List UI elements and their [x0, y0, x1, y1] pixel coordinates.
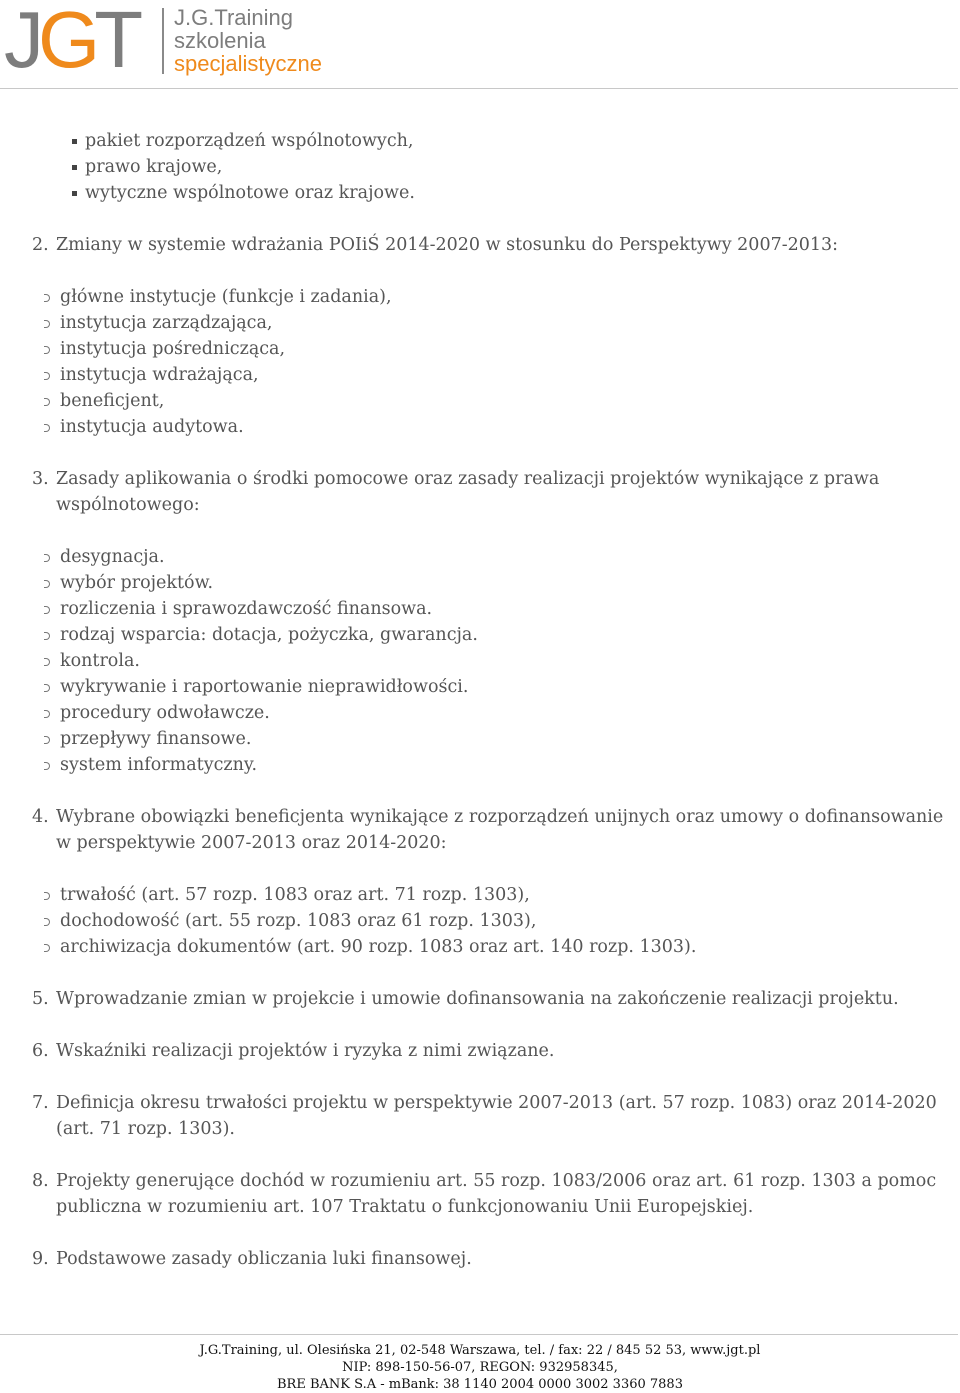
list-item: pakiet rozporządzeń wspólnotowych, — [85, 128, 960, 154]
section-9-heading — [0, 1246, 946, 1272]
footer-bank-account: BRE BANK S.A - mBank: 38 1140 2004 0000 3002 3360 7883 — [277, 1377, 683, 1392]
section-number: 2. — [32, 235, 49, 255]
section-8-heading — [0, 1168, 946, 1220]
list-item: prawo krajowe, — [85, 154, 960, 180]
list-item: instytucja pośrednicząca, — [60, 336, 960, 362]
section-2-heading — [0, 232, 946, 258]
list-item: wybór projektów. — [60, 570, 960, 596]
section-text: Wskaźniki realizacji projektów i ryzyka z nimi związane. — [56, 1041, 555, 1061]
list-item: procedury odwoławcze. — [60, 700, 960, 726]
section-text: Projekty generujące dochód w rozumieniu art. 55 rozp. 1083/2006 oraz art. 61 rozp. 1303 a pomoc publiczna w rozumieniu art. 107 Traktatu o funkcjonowaniu Unii Europejskiej. — [56, 1171, 937, 1217]
logo-mark — [4, 0, 138, 84]
section-text: Wybrane obowiązki beneficjenta wynikające z rozporządzeń unijnych oraz umowy o dofinansowanie w perspektywie 2007-2013 oraz 2014-2020: — [56, 807, 944, 853]
logo-separator — [162, 8, 164, 74]
footer-tax-ids: NIP: 898-150-56-07, REGON: 932958345, — [342, 1360, 618, 1375]
section-text: Podstawowe zasady obliczania luki finansowej. — [56, 1249, 472, 1269]
logo-wordmark — [174, 6, 322, 75]
jgt-logo — [4, 0, 364, 84]
section-number: 8. — [32, 1171, 49, 1191]
list-item: wykrywanie i raportowanie nieprawidłowości. — [60, 674, 960, 700]
logo-company-name: J.G.Training — [174, 5, 294, 30]
list-item: główne instytucje (funkcje i zadania), — [60, 284, 960, 310]
section-number: 5. — [32, 989, 49, 1009]
intro-list — [0, 128, 960, 206]
section-number: 4. — [32, 807, 49, 827]
list-item: beneficjent, — [60, 388, 960, 414]
page-header — [0, 0, 960, 90]
header-divider — [0, 88, 958, 89]
section-text: Wprowadzanie zmian w projekcie i umowie dofinansowania na zakończenie realizacji projektu. — [56, 989, 899, 1009]
section-4-list — [0, 882, 960, 960]
section-6-heading — [0, 1038, 946, 1064]
section-number: 3. — [32, 469, 49, 489]
list-item: trwałość (art. 57 rozp. 1083 oraz art. 71 rozp. 1303), — [60, 882, 960, 908]
section-5-heading — [0, 986, 946, 1012]
list-item: instytucja audytowa. — [60, 414, 960, 440]
logo-letter-g: G — [38, 0, 95, 84]
list-item: instytucja zarządzająca, — [60, 310, 960, 336]
footer-address: J.G.Training, ul. Olesińska 21, 02-548 Warszawa, tel. / fax: 22 / 845 52 53, www.jgt.pl — [199, 1343, 761, 1358]
section-3-heading — [0, 466, 946, 518]
list-item: instytucja wdrażająca, — [60, 362, 960, 388]
list-item: system informatyczny. — [60, 752, 960, 778]
document-body — [0, 128, 960, 1272]
list-item: rozliczenia i sprawozdawczość finansowa. — [60, 596, 960, 622]
logo-letter-t: T — [94, 0, 138, 84]
section-3-list — [0, 544, 960, 778]
section-text: Definicja okresu trwałości projektu w perspektywie 2007-2013 (art. 57 rozp. 1083) oraz 2014-2020 (art. 71 rozp. 1303). — [56, 1093, 937, 1139]
section-2-list — [0, 284, 960, 440]
list-item: wytyczne wspólnotowe oraz krajowe. — [85, 180, 960, 206]
list-item: archiwizacja dokumentów (art. 90 rozp. 1083 oraz art. 140 rozp. 1303). — [60, 934, 960, 960]
section-7-heading — [0, 1090, 946, 1142]
section-number: 6. — [32, 1041, 49, 1061]
page-footer — [0, 1342, 960, 1393]
list-item: kontrola. — [60, 648, 960, 674]
section-4-heading — [0, 804, 946, 856]
footer-divider — [0, 1334, 958, 1335]
section-text: Zasady aplikowania o środki pomocowe oraz zasady realizacji projektów wynikające z prawa wspólnotowego: — [56, 469, 880, 515]
logo-tagline-1: szkolenia — [174, 28, 266, 53]
logo-letter-j: J — [4, 0, 38, 84]
list-item: rodzaj wsparcia: dotacja, pożyczka, gwarancja. — [60, 622, 960, 648]
section-number: 9. — [32, 1249, 49, 1269]
section-number: 7. — [32, 1093, 49, 1113]
list-item: desygnacja. — [60, 544, 960, 570]
section-text: Zmiany w systemie wdrażania POIiŚ 2014-2020 w stosunku do Perspektywy 2007-2013: — [56, 235, 839, 255]
list-item: dochodowość (art. 55 rozp. 1083 oraz 61 rozp. 1303), — [60, 908, 960, 934]
logo-tagline-2: specjalistyczne — [174, 51, 322, 76]
list-item: przepływy finansowe. — [60, 726, 960, 752]
